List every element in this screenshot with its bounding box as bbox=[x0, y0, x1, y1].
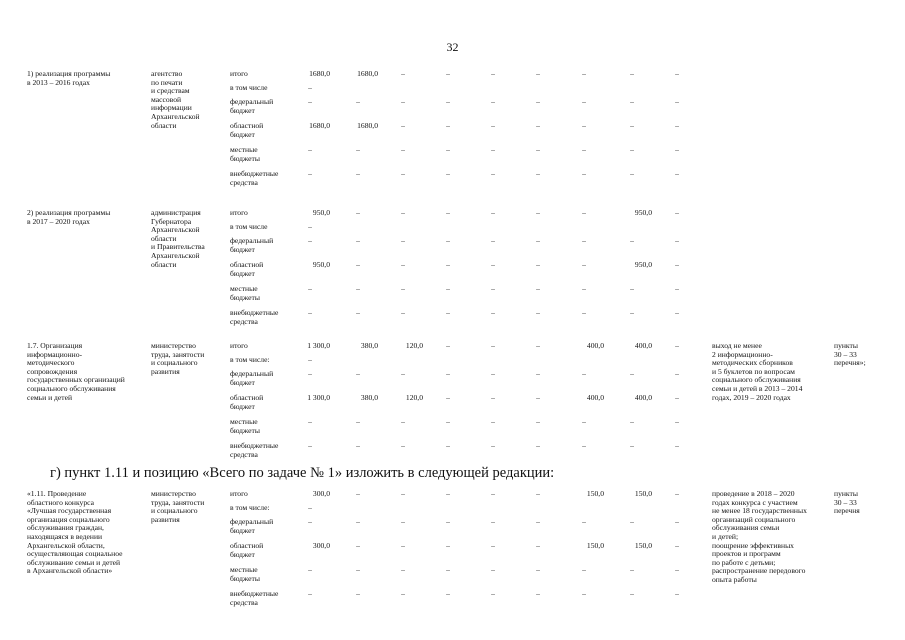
cell-dash: – bbox=[536, 308, 540, 317]
cell-dash: – bbox=[536, 236, 540, 245]
cell-dash: – bbox=[536, 284, 540, 293]
cell-dash: – bbox=[491, 369, 495, 378]
cell-dash: – bbox=[491, 589, 495, 598]
cell-dash: – bbox=[675, 517, 679, 526]
cell-dash: – bbox=[582, 308, 586, 317]
cell-dash: – bbox=[401, 517, 405, 526]
cell-dash: – bbox=[536, 121, 540, 130]
cell-dash: – bbox=[582, 565, 586, 574]
cell-value: 950,0 bbox=[312, 260, 330, 269]
reference-points: пункты 30 – 33 перечня bbox=[834, 489, 860, 516]
funding-row-label: в том числе bbox=[230, 222, 268, 231]
cell-dash: – bbox=[582, 417, 586, 426]
cell-dash: – bbox=[536, 208, 540, 217]
cell-dash: – bbox=[446, 541, 450, 550]
cell-value: 400,0 bbox=[634, 341, 652, 350]
cell-dash: – bbox=[675, 589, 679, 598]
executor-name: министерство труда, занятости и социального развития bbox=[151, 341, 205, 376]
cell-dash: – bbox=[356, 369, 360, 378]
cell-dash: – bbox=[401, 169, 405, 178]
executor-name: администрация Губернатора Архангельской области и Правительства Архангельской области bbox=[151, 208, 205, 269]
cell-dash: – bbox=[401, 208, 405, 217]
cell-dash: – bbox=[446, 69, 450, 78]
cell-value: 150,0 bbox=[586, 541, 604, 550]
cell-dash: – bbox=[401, 417, 405, 426]
cell-dash: – bbox=[491, 121, 495, 130]
cell-dash: – bbox=[536, 97, 540, 106]
cell-dash: – bbox=[356, 284, 360, 293]
cell-value: 1680,0 bbox=[309, 121, 330, 130]
cell-dash: – bbox=[401, 121, 405, 130]
funding-row-label: областной бюджет bbox=[230, 393, 264, 411]
cell-dash: – bbox=[401, 441, 405, 450]
cell-value: 950,0 bbox=[312, 208, 330, 217]
cell-dash: – bbox=[308, 236, 312, 245]
cell-dash: – bbox=[491, 541, 495, 550]
cell-dash: – bbox=[675, 541, 679, 550]
funding-row-label: местные бюджеты bbox=[230, 284, 260, 302]
cell-dash: – bbox=[401, 489, 405, 498]
cell-dash: – bbox=[675, 441, 679, 450]
cell-dash: – bbox=[308, 589, 312, 598]
cell-dash: – bbox=[446, 565, 450, 574]
cell-value: 950,0 bbox=[634, 260, 652, 269]
cell-dash: – bbox=[446, 236, 450, 245]
cell-dash: – bbox=[308, 441, 312, 450]
cell-dash: – bbox=[491, 441, 495, 450]
cell-dash: – bbox=[675, 565, 679, 574]
cell-dash: – bbox=[630, 145, 634, 154]
cell-dash: – bbox=[401, 260, 405, 269]
funding-row-label: федеральный бюджет bbox=[230, 97, 274, 115]
cell-dash: – bbox=[401, 541, 405, 550]
cell-dash: – bbox=[491, 260, 495, 269]
cell-dash: – bbox=[308, 355, 312, 364]
cell-dash: – bbox=[630, 69, 634, 78]
cell-dash: – bbox=[356, 169, 360, 178]
cell-value: 120,0 bbox=[405, 341, 423, 350]
cell-dash: – bbox=[675, 308, 679, 317]
cell-dash: – bbox=[491, 145, 495, 154]
cell-dash: – bbox=[401, 236, 405, 245]
cell-dash: – bbox=[582, 145, 586, 154]
activity-name: «1.11. Проведение областного конкурса «Лучшая государственная организация социального обслуживания граждан, находящаяся в ведении Архангельской области, осуществляющая социальное обслуживание семьи и детей в Архангельской области» bbox=[27, 489, 123, 576]
funding-row-label: внебюджетные средства bbox=[230, 589, 279, 607]
funding-row-label: федеральный бюджет bbox=[230, 236, 274, 254]
funding-row-label: областной бюджет bbox=[230, 541, 264, 559]
cell-dash: – bbox=[675, 121, 679, 130]
cell-dash: – bbox=[582, 69, 586, 78]
cell-value: 1680,0 bbox=[357, 69, 378, 78]
cell-dash: – bbox=[446, 517, 450, 526]
cell-dash: – bbox=[582, 236, 586, 245]
cell-dash: – bbox=[356, 236, 360, 245]
cell-value: 380,0 bbox=[360, 393, 378, 402]
cell-dash: – bbox=[582, 441, 586, 450]
cell-dash: – bbox=[401, 284, 405, 293]
cell-dash: – bbox=[582, 284, 586, 293]
cell-dash: – bbox=[582, 208, 586, 217]
cell-dash: – bbox=[308, 308, 312, 317]
cell-dash: – bbox=[491, 393, 495, 402]
expected-result: выход не менее 2 информационно- методических сборников и 5 буклетов по вопросам социального обслуживания семьи и детей в 2013 – 2014 годах, 2019 – 2020 годах bbox=[712, 341, 803, 402]
cell-dash: – bbox=[675, 260, 679, 269]
cell-dash: – bbox=[308, 284, 312, 293]
cell-dash: – bbox=[491, 284, 495, 293]
cell-dash: – bbox=[446, 369, 450, 378]
cell-dash: – bbox=[308, 417, 312, 426]
cell-dash: – bbox=[401, 308, 405, 317]
funding-row-label: областной бюджет bbox=[230, 121, 264, 139]
cell-dash: – bbox=[536, 69, 540, 78]
cell-dash: – bbox=[491, 69, 495, 78]
funding-row-label: в том числе: bbox=[230, 355, 270, 364]
cell-dash: – bbox=[630, 369, 634, 378]
cell-dash: – bbox=[675, 369, 679, 378]
funding-row-label: в том числе bbox=[230, 83, 268, 92]
cell-dash: – bbox=[491, 208, 495, 217]
cell-value: 1 300,0 bbox=[307, 393, 330, 402]
cell-dash: – bbox=[675, 489, 679, 498]
page-number: 32 bbox=[446, 40, 459, 54]
cell-value: 400,0 bbox=[586, 341, 604, 350]
cell-dash: – bbox=[536, 565, 540, 574]
cell-dash: – bbox=[491, 417, 495, 426]
cell-dash: – bbox=[308, 369, 312, 378]
cell-value: 1 300,0 bbox=[307, 341, 330, 350]
cell-value: 1680,0 bbox=[309, 69, 330, 78]
cell-value: 400,0 bbox=[586, 393, 604, 402]
executor-name: министерство труда, занятости и социального развития bbox=[151, 489, 205, 524]
cell-dash: – bbox=[582, 97, 586, 106]
cell-dash: – bbox=[308, 565, 312, 574]
cell-dash: – bbox=[675, 284, 679, 293]
activity-name: 2) реализация программы в 2017 – 2020 годах bbox=[27, 208, 111, 226]
funding-row-label: итого bbox=[230, 341, 248, 350]
cell-dash: – bbox=[630, 121, 634, 130]
cell-dash: – bbox=[675, 208, 679, 217]
cell-dash: – bbox=[491, 517, 495, 526]
cell-dash: – bbox=[356, 308, 360, 317]
cell-dash: – bbox=[401, 97, 405, 106]
cell-dash: – bbox=[308, 503, 312, 512]
funding-row-label: в том числе: bbox=[230, 503, 270, 512]
cell-dash: – bbox=[675, 236, 679, 245]
cell-dash: – bbox=[446, 589, 450, 598]
cell-dash: – bbox=[536, 541, 540, 550]
cell-dash: – bbox=[491, 169, 495, 178]
cell-dash: – bbox=[630, 517, 634, 526]
cell-dash: – bbox=[446, 341, 450, 350]
cell-dash: – bbox=[446, 393, 450, 402]
cell-dash: – bbox=[582, 517, 586, 526]
cell-dash: – bbox=[356, 565, 360, 574]
cell-value: 1680,0 bbox=[357, 121, 378, 130]
reference-points: пункты 30 – 33 перечня»; bbox=[834, 341, 866, 368]
cell-dash: – bbox=[536, 589, 540, 598]
activity-name: 1.7. Организация информационно- методического сопровождения государственных организаций социального обслуживания семьи и детей bbox=[27, 341, 125, 402]
cell-value: 120,0 bbox=[405, 393, 423, 402]
cell-dash: – bbox=[356, 541, 360, 550]
cell-dash: – bbox=[446, 308, 450, 317]
funding-row-label: итого bbox=[230, 208, 248, 217]
cell-dash: – bbox=[491, 341, 495, 350]
cell-dash: – bbox=[356, 145, 360, 154]
executor-name: агентство по печати и средствам массовой информации Архангельской области bbox=[151, 69, 200, 130]
expected-result: проведение в 2018 – 2020 годах конкурса с участием не менее 18 государственных организаций социального обслуживания семьи и детей; поощрение эффективных проектов и программ по работе с детьми; распространение передового опыта работы bbox=[712, 489, 807, 584]
cell-value: 300,0 bbox=[312, 489, 330, 498]
cell-dash: – bbox=[401, 565, 405, 574]
cell-dash: – bbox=[401, 145, 405, 154]
cell-value: 150,0 bbox=[634, 489, 652, 498]
funding-row-label: федеральный бюджет bbox=[230, 369, 274, 387]
cell-dash: – bbox=[582, 121, 586, 130]
cell-dash: – bbox=[536, 489, 540, 498]
cell-dash: – bbox=[536, 169, 540, 178]
cell-value: 400,0 bbox=[634, 393, 652, 402]
cell-dash: – bbox=[630, 236, 634, 245]
cell-dash: – bbox=[356, 417, 360, 426]
cell-value: 950,0 bbox=[634, 208, 652, 217]
cell-dash: – bbox=[491, 489, 495, 498]
cell-dash: – bbox=[536, 260, 540, 269]
activity-name: 1) реализация программы в 2013 – 2016 годах bbox=[27, 69, 111, 87]
funding-row-label: внебюджетные средства bbox=[230, 308, 279, 326]
cell-dash: – bbox=[582, 260, 586, 269]
cell-dash: – bbox=[536, 417, 540, 426]
funding-row-label: местные бюджеты bbox=[230, 145, 260, 163]
cell-dash: – bbox=[630, 441, 634, 450]
funding-row-label: местные бюджеты bbox=[230, 565, 260, 583]
cell-dash: – bbox=[675, 69, 679, 78]
cell-dash: – bbox=[446, 97, 450, 106]
cell-dash: – bbox=[446, 208, 450, 217]
funding-row-label: федеральный бюджет bbox=[230, 517, 274, 535]
cell-dash: – bbox=[446, 417, 450, 426]
funding-row-label: местные бюджеты bbox=[230, 417, 260, 435]
cell-dash: – bbox=[536, 517, 540, 526]
funding-row-label: итого bbox=[230, 489, 248, 498]
cell-dash: – bbox=[536, 369, 540, 378]
cell-dash: – bbox=[308, 222, 312, 231]
cell-dash: – bbox=[446, 489, 450, 498]
cell-dash: – bbox=[401, 589, 405, 598]
cell-dash: – bbox=[675, 341, 679, 350]
cell-dash: – bbox=[356, 208, 360, 217]
cell-value: 150,0 bbox=[634, 541, 652, 550]
cell-dash: – bbox=[491, 97, 495, 106]
section-heading: г) пункт 1.11 и позицию «Всего по задаче № 1» изложить в следующей редакции: bbox=[50, 465, 555, 481]
funding-row-label: областной бюджет bbox=[230, 260, 264, 278]
cell-dash: – bbox=[446, 260, 450, 269]
funding-row-label: внебюджетные средства bbox=[230, 441, 279, 459]
cell-dash: – bbox=[536, 145, 540, 154]
cell-value: 150,0 bbox=[586, 489, 604, 498]
cell-dash: – bbox=[446, 441, 450, 450]
cell-dash: – bbox=[446, 145, 450, 154]
cell-dash: – bbox=[630, 308, 634, 317]
cell-dash: – bbox=[308, 97, 312, 106]
cell-dash: – bbox=[630, 284, 634, 293]
cell-dash: – bbox=[356, 489, 360, 498]
cell-dash: – bbox=[401, 69, 405, 78]
cell-dash: – bbox=[582, 589, 586, 598]
funding-row-label: итого bbox=[230, 69, 248, 78]
cell-dash: – bbox=[491, 565, 495, 574]
cell-dash: – bbox=[356, 441, 360, 450]
cell-dash: – bbox=[491, 308, 495, 317]
cell-dash: – bbox=[675, 145, 679, 154]
cell-dash: – bbox=[401, 369, 405, 378]
cell-dash: – bbox=[536, 441, 540, 450]
cell-dash: – bbox=[675, 393, 679, 402]
funding-row-label: внебюджетные средства bbox=[230, 169, 279, 187]
cell-dash: – bbox=[446, 284, 450, 293]
cell-value: 380,0 bbox=[360, 341, 378, 350]
cell-dash: – bbox=[675, 169, 679, 178]
cell-value: 300,0 bbox=[312, 541, 330, 550]
cell-dash: – bbox=[582, 169, 586, 178]
cell-dash: – bbox=[675, 417, 679, 426]
cell-dash: – bbox=[446, 121, 450, 130]
cell-dash: – bbox=[675, 97, 679, 106]
cell-dash: – bbox=[630, 97, 634, 106]
cell-dash: – bbox=[308, 169, 312, 178]
cell-dash: – bbox=[308, 145, 312, 154]
cell-dash: – bbox=[536, 393, 540, 402]
cell-dash: – bbox=[356, 589, 360, 598]
cell-dash: – bbox=[356, 517, 360, 526]
cell-dash: – bbox=[491, 236, 495, 245]
cell-dash: – bbox=[308, 83, 312, 92]
cell-dash: – bbox=[536, 341, 540, 350]
cell-dash: – bbox=[446, 169, 450, 178]
cell-dash: – bbox=[630, 589, 634, 598]
cell-dash: – bbox=[630, 417, 634, 426]
cell-dash: – bbox=[630, 565, 634, 574]
cell-dash: – bbox=[582, 369, 586, 378]
cell-dash: – bbox=[630, 169, 634, 178]
cell-dash: – bbox=[356, 97, 360, 106]
cell-dash: – bbox=[356, 260, 360, 269]
cell-dash: – bbox=[308, 517, 312, 526]
